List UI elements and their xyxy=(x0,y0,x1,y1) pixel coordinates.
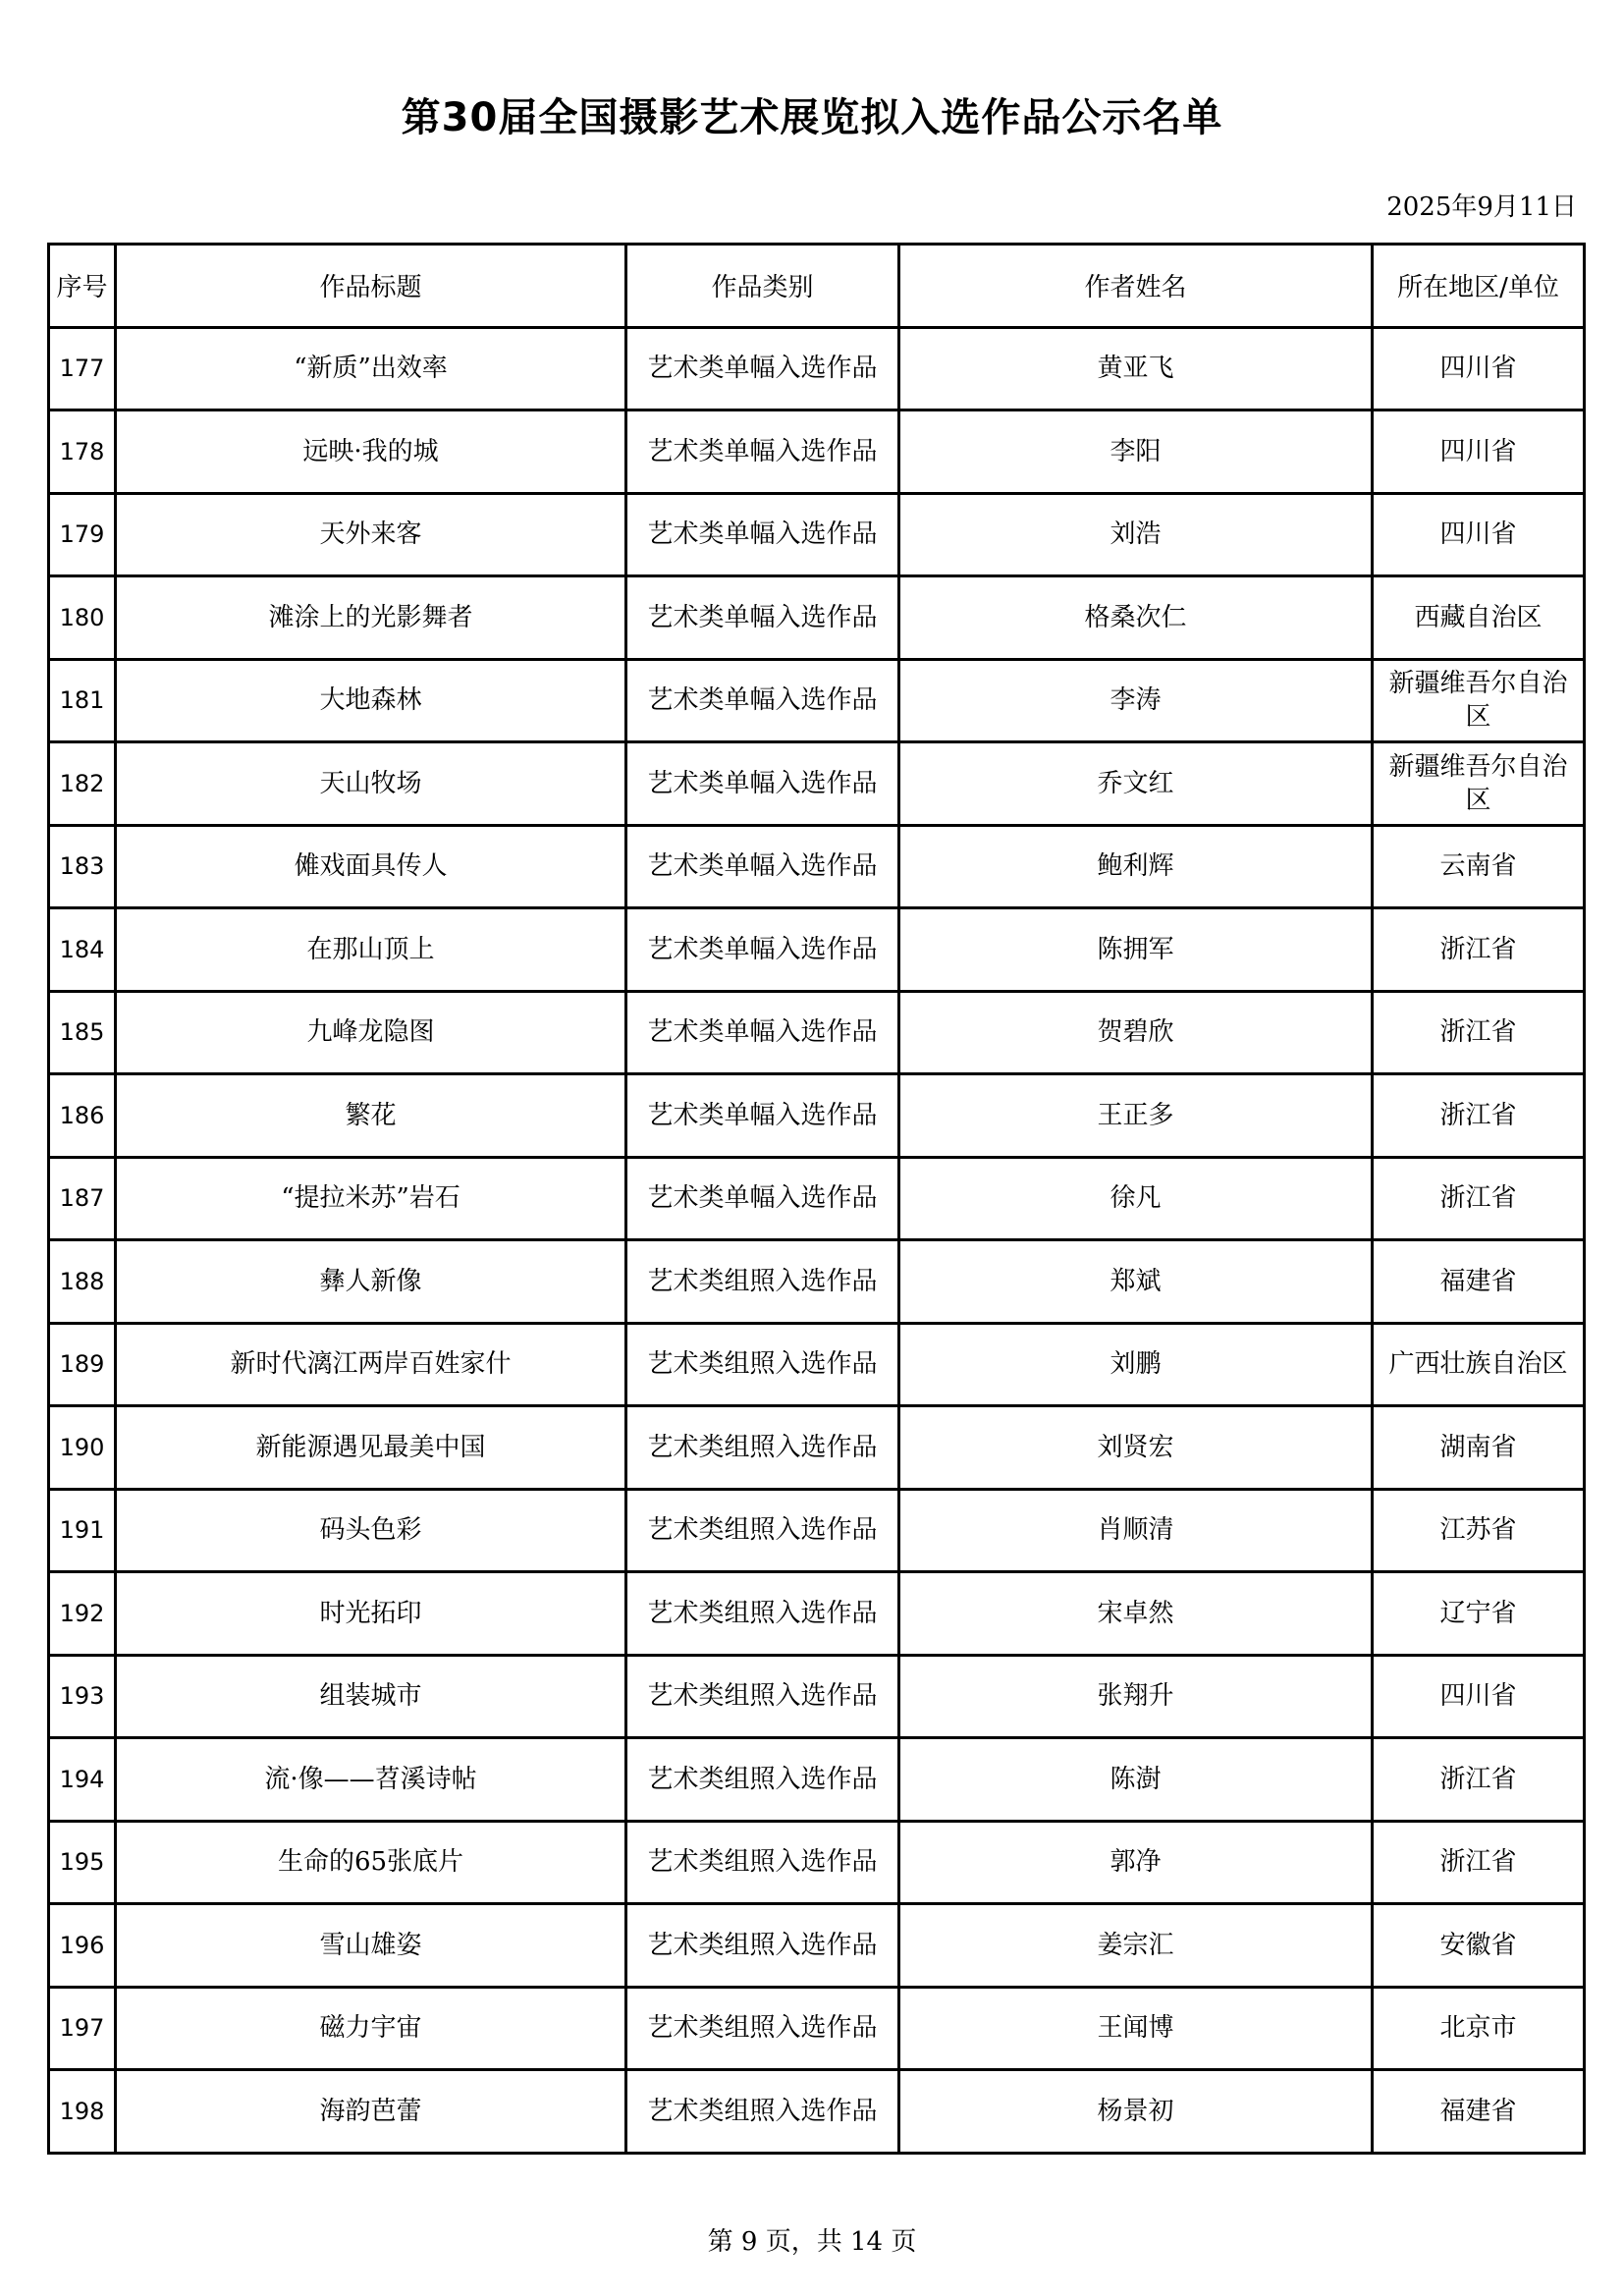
cell-region: 四川省 xyxy=(1373,327,1585,410)
table-row xyxy=(49,1987,1585,2070)
cell-category: 艺术类单幅入选作品 xyxy=(626,991,899,1074)
cell-author: 陈拥军 xyxy=(899,908,1373,992)
cell-title: 生命的65张底片 xyxy=(116,1821,626,1904)
table-row xyxy=(49,1323,1585,1406)
header-index: 序号 xyxy=(49,245,116,328)
cell-author: 张翔升 xyxy=(899,1655,1373,1738)
cell-author: 王闻博 xyxy=(899,1987,1373,2070)
cell-author: 陈澍 xyxy=(899,1738,1373,1822)
cell-category: 艺术类单幅入选作品 xyxy=(626,1074,899,1158)
cell-region: 浙江省 xyxy=(1373,1074,1585,1158)
cell-index: 196 xyxy=(49,1904,116,1988)
table-row xyxy=(49,1738,1585,1822)
cell-category: 艺术类单幅入选作品 xyxy=(626,908,899,992)
cell-region: 福建省 xyxy=(1373,2070,1585,2154)
cell-author: 鲍利辉 xyxy=(899,825,1373,908)
cell-author: 刘贤宏 xyxy=(899,1406,1373,1490)
cell-title: 远映·我的城 xyxy=(116,410,626,494)
cell-region: 云南省 xyxy=(1373,825,1585,908)
cell-category: 艺术类组照入选作品 xyxy=(626,1489,899,1572)
cell-category: 艺术类组照入选作品 xyxy=(626,1572,899,1656)
cell-category: 艺术类单幅入选作品 xyxy=(626,825,899,908)
table-header-row xyxy=(49,245,1585,328)
cell-index: 190 xyxy=(49,1406,116,1490)
cell-title: 傩戏面具传人 xyxy=(116,825,626,908)
table-row xyxy=(49,2070,1585,2154)
cell-region: 浙江省 xyxy=(1373,908,1585,992)
table-row xyxy=(49,1655,1585,1738)
cell-region: 福建省 xyxy=(1373,1240,1585,1324)
cell-region: 安徽省 xyxy=(1373,1904,1585,1988)
cell-index: 186 xyxy=(49,1074,116,1158)
cell-region: 四川省 xyxy=(1373,493,1585,576)
cell-title: 组装城市 xyxy=(116,1655,626,1738)
cell-title: 雪山雄姿 xyxy=(116,1904,626,1988)
cell-index: 192 xyxy=(49,1572,116,1656)
cell-author: 刘浩 xyxy=(899,493,1373,576)
cell-index: 195 xyxy=(49,1821,116,1904)
cell-author: 郑斌 xyxy=(899,1240,1373,1324)
cell-region: 新疆维吾尔自治区 xyxy=(1373,742,1585,826)
cell-author: 王正多 xyxy=(899,1074,1373,1158)
table-row xyxy=(49,991,1585,1074)
cell-index: 193 xyxy=(49,1655,116,1738)
cell-category: 艺术类组照入选作品 xyxy=(626,1987,899,2070)
cell-index: 177 xyxy=(49,327,116,410)
cell-index: 194 xyxy=(49,1738,116,1822)
cell-author: 李涛 xyxy=(899,659,1373,742)
table-row xyxy=(49,410,1585,494)
cell-author: 姜宗汇 xyxy=(899,1904,1373,1988)
cell-title: “新质”出效率 xyxy=(116,327,626,410)
table-row xyxy=(49,1572,1585,1656)
cell-region: 湖南省 xyxy=(1373,1406,1585,1490)
cell-author: 格桑次仁 xyxy=(899,576,1373,660)
cell-title: 时光拓印 xyxy=(116,1572,626,1656)
cell-category: 艺术类单幅入选作品 xyxy=(626,659,899,742)
cell-title: 新能源遇见最美中国 xyxy=(116,1406,626,1490)
cell-category: 艺术类单幅入选作品 xyxy=(626,1157,899,1240)
header-author: 作者姓名 xyxy=(899,245,1373,328)
cell-category: 艺术类组照入选作品 xyxy=(626,1406,899,1490)
cell-author: 李阳 xyxy=(899,410,1373,494)
cell-category: 艺术类单幅入选作品 xyxy=(626,327,899,410)
cell-category: 艺术类组照入选作品 xyxy=(626,1821,899,1904)
cell-title: 流·像——苕溪诗帖 xyxy=(116,1738,626,1822)
cell-category: 艺术类单幅入选作品 xyxy=(626,493,899,576)
cell-index: 184 xyxy=(49,908,116,992)
cell-title: 天山牧场 xyxy=(116,742,626,826)
cell-region: 西藏自治区 xyxy=(1373,576,1585,660)
cell-category: 艺术类组照入选作品 xyxy=(626,1240,899,1324)
cell-region: 浙江省 xyxy=(1373,1821,1585,1904)
cell-author: 宋卓然 xyxy=(899,1572,1373,1656)
table-row xyxy=(49,742,1585,826)
cell-author: 郭净 xyxy=(899,1821,1373,1904)
cell-title: 大地森林 xyxy=(116,659,626,742)
cell-title: 天外来客 xyxy=(116,493,626,576)
cell-title: 码头色彩 xyxy=(116,1489,626,1572)
table-row xyxy=(49,1904,1585,1988)
header-title: 作品标题 xyxy=(116,245,626,328)
cell-region: 北京市 xyxy=(1373,1987,1585,2070)
page-footer: 第 9 页，共 14 页 xyxy=(707,2227,917,2257)
cell-category: 艺术类单幅入选作品 xyxy=(626,410,899,494)
cell-title: 新时代漓江两岸百姓家什 xyxy=(116,1323,626,1406)
page-title: 第30届全国摄影艺术展览拟入选作品公示名单 xyxy=(401,95,1223,140)
table-row xyxy=(49,1074,1585,1158)
table-row xyxy=(49,1157,1585,1240)
cell-index: 179 xyxy=(49,493,116,576)
cell-title: “提拉米苏”岩石 xyxy=(116,1157,626,1240)
cell-title: 繁花 xyxy=(116,1074,626,1158)
cell-category: 艺术类组照入选作品 xyxy=(626,1655,899,1738)
cell-index: 181 xyxy=(49,659,116,742)
cell-author: 刘鹏 xyxy=(899,1323,1373,1406)
table-row xyxy=(49,908,1585,992)
cell-title: 海韵芭蕾 xyxy=(116,2070,626,2154)
cell-index: 189 xyxy=(49,1323,116,1406)
cell-title: 滩涂上的光影舞者 xyxy=(116,576,626,660)
cell-title: 九峰龙隐图 xyxy=(116,991,626,1074)
cell-category: 艺术类组照入选作品 xyxy=(626,1738,899,1822)
cell-index: 187 xyxy=(49,1157,116,1240)
cell-title: 彝人新像 xyxy=(116,1240,626,1324)
cell-index: 182 xyxy=(49,742,116,826)
cell-region: 浙江省 xyxy=(1373,1157,1585,1240)
cell-author: 杨景初 xyxy=(899,2070,1373,2154)
publish-date: 2025年9月11日 xyxy=(1386,192,1577,222)
cell-author: 乔文红 xyxy=(899,742,1373,826)
cell-index: 180 xyxy=(49,576,116,660)
table-row xyxy=(49,576,1585,660)
cell-region: 浙江省 xyxy=(1373,1738,1585,1822)
header-category: 作品类别 xyxy=(626,245,899,328)
header-region: 所在地区/单位 xyxy=(1373,245,1585,328)
cell-region: 浙江省 xyxy=(1373,991,1585,1074)
cell-author: 贺碧欣 xyxy=(899,991,1373,1074)
table-row xyxy=(49,1489,1585,1572)
table-row xyxy=(49,493,1585,576)
cell-index: 198 xyxy=(49,2070,116,2154)
cell-region: 辽宁省 xyxy=(1373,1572,1585,1656)
cell-region: 四川省 xyxy=(1373,1655,1585,1738)
table-row xyxy=(49,327,1585,410)
table-row xyxy=(49,825,1585,908)
cell-author: 徐凡 xyxy=(899,1157,1373,1240)
table-row xyxy=(49,1821,1585,1904)
cell-index: 188 xyxy=(49,1240,116,1324)
cell-region: 江苏省 xyxy=(1373,1489,1585,1572)
cell-category: 艺术类单幅入选作品 xyxy=(626,742,899,826)
cell-author: 黄亚飞 xyxy=(899,327,1373,410)
cell-author: 肖顺清 xyxy=(899,1489,1373,1572)
cell-category: 艺术类单幅入选作品 xyxy=(626,576,899,660)
cell-index: 191 xyxy=(49,1489,116,1572)
cell-category: 艺术类组照入选作品 xyxy=(626,1904,899,1988)
cell-index: 183 xyxy=(49,825,116,908)
table-row xyxy=(49,1406,1585,1490)
selection-table xyxy=(47,243,1586,2155)
cell-title: 磁力宇宙 xyxy=(116,1987,626,2070)
cell-category: 艺术类组照入选作品 xyxy=(626,1323,899,1406)
cell-region: 广西壮族自治区 xyxy=(1373,1323,1585,1406)
cell-index: 178 xyxy=(49,410,116,494)
cell-index: 185 xyxy=(49,991,116,1074)
cell-region: 新疆维吾尔自治区 xyxy=(1373,659,1585,742)
cell-region: 四川省 xyxy=(1373,410,1585,494)
cell-category: 艺术类组照入选作品 xyxy=(626,2070,899,2154)
table-row xyxy=(49,1240,1585,1324)
table-row xyxy=(49,659,1585,742)
cell-index: 197 xyxy=(49,1987,116,2070)
cell-title: 在那山顶上 xyxy=(116,908,626,992)
